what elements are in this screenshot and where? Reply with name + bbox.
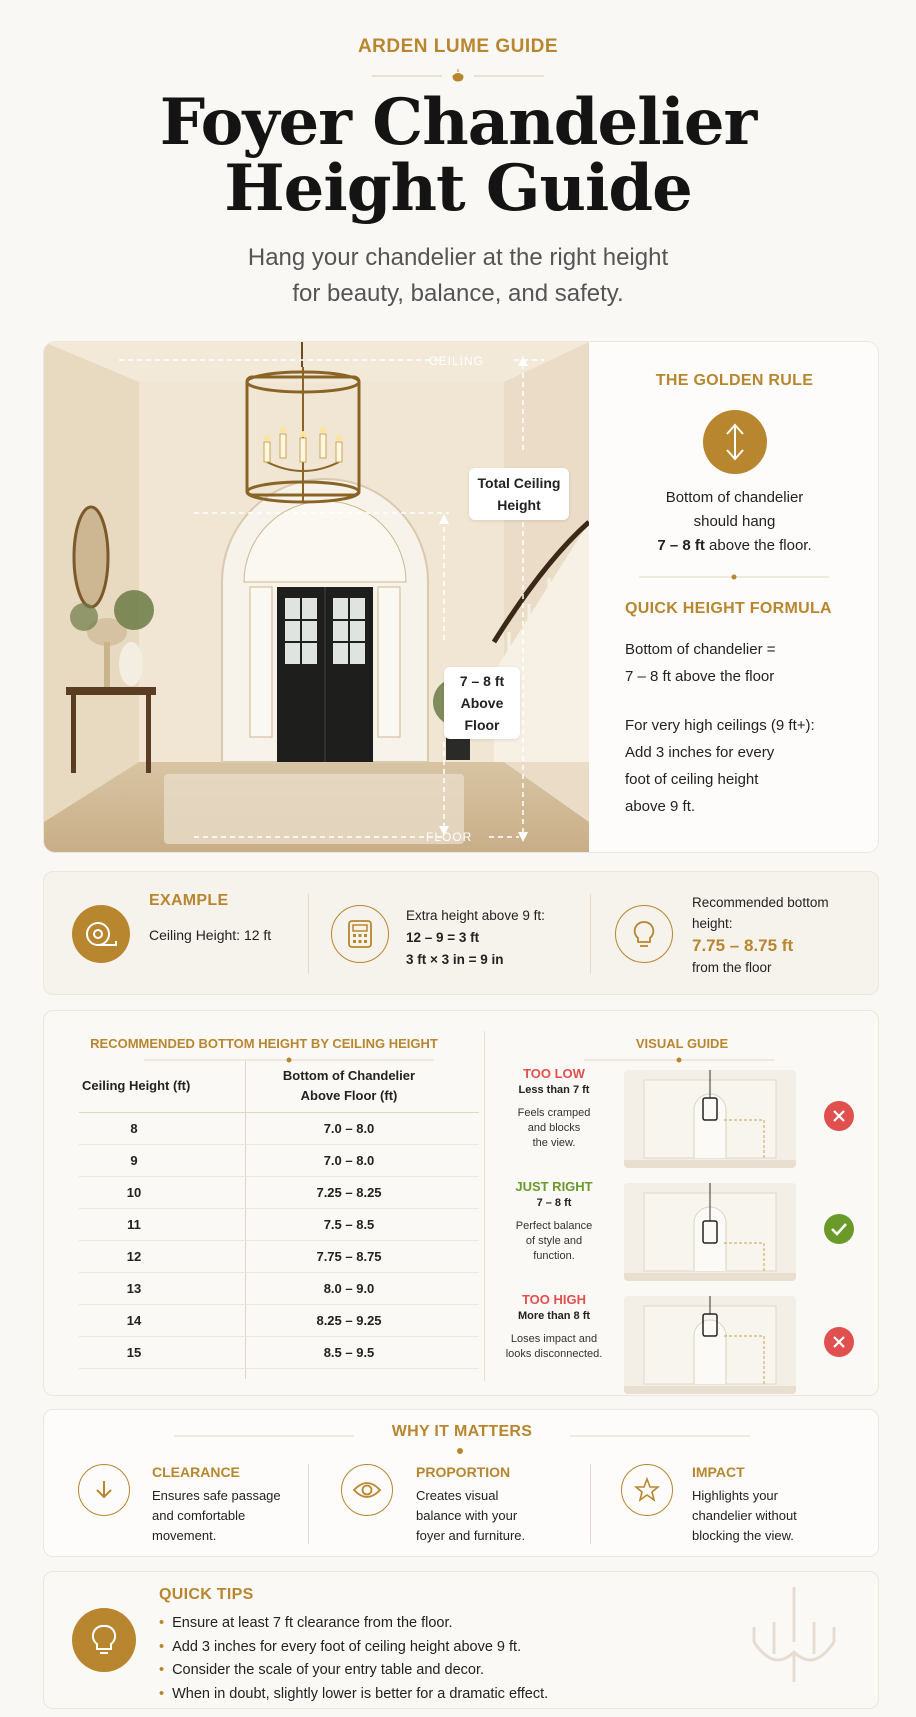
why-it-matters-card [43, 1409, 879, 1557]
cell-bottom-height: 7.0 – 8.0 [323, 1153, 375, 1168]
tips-heading: QUICK TIPS [159, 1586, 254, 1603]
cell-bottom-height: 7.75 – 8.75 [316, 1249, 382, 1264]
cell-ceiling-height: 9 [130, 1153, 138, 1168]
visual-guide-item [484, 1292, 880, 1398]
visual-guide-label: JUST RIGHT 7 – 8 ft Perfect balance of style and function. [515, 1179, 593, 1262]
why-desc-clearance: Ensures safe passage and comfortable movement. [152, 1488, 281, 1543]
visual-guide-label: TOO HIGH More than 8 ft Loses impact and looks disconnected. [505, 1292, 603, 1360]
brand-label: ARDEN LUME GUIDE [357, 36, 559, 57]
brand-divider [0, 68, 916, 82]
lightbulb-icon [72, 1608, 136, 1672]
table-row [79, 1241, 479, 1273]
table-row [79, 1177, 479, 1209]
visual-guide-label: TOO LOW Less than 7 ft Feels cramped and blocks the view. [517, 1066, 591, 1149]
example-ceiling: Ceiling Height: 12 ft [149, 927, 272, 943]
formula-text: Bottom of chandelier = 7 – 8 ft above the floor For very high ceilings (9 ft+): Add 3 inches for every foot of ceiling height above 9 ft. [625, 641, 815, 815]
cell-ceiling-height: 10 [126, 1185, 142, 1200]
star-icon [621, 1464, 673, 1516]
total-ceiling-callout: Total Ceiling Height [469, 468, 569, 520]
example-divider-2 [590, 894, 591, 974]
example-heading: EXAMPLE [149, 892, 229, 909]
tape-measure-icon [72, 905, 130, 963]
calculator-icon [331, 905, 389, 963]
cell-bottom-height: 7.25 – 8.25 [316, 1185, 382, 1200]
tip-item: • When in doubt, slightly lower is better for a dramatic effect. [159, 1683, 759, 1707]
above-floor-callout: 7 – 8 ft Above Floor [444, 667, 520, 739]
golden-rule-text: Bottom of chandelier should hang 7 – 8 ft above the floor. [657, 489, 812, 554]
lightbulb-icon [615, 905, 673, 963]
table-row [79, 1145, 479, 1177]
table-row [79, 1273, 479, 1305]
foyer-thumbnail [624, 1070, 796, 1168]
foyer-thumbnail [624, 1183, 796, 1281]
cell-ceiling-height: 11 [127, 1217, 141, 1232]
example-calc: Extra height above 9 ft: 12 – 9 = 3 ft 3 ft × 3 in = 9 in [406, 908, 545, 967]
page-title: Foyer Chandelier Height Guide [159, 85, 757, 226]
cell-ceiling-height: 14 [126, 1313, 142, 1328]
example-divider-1 [308, 894, 309, 974]
why-title-impact: IMPACT [692, 1464, 745, 1480]
golden-rule-panel [589, 342, 879, 853]
tips-list [159, 1612, 759, 1706]
col-header-ceiling: Ceiling Height (ft) [82, 1078, 191, 1093]
table-divider [144, 1056, 434, 1064]
panel-divider [639, 572, 829, 582]
hero-card [43, 341, 879, 853]
why-title-proportion: PROPORTION [416, 1464, 511, 1480]
example-card [43, 871, 879, 995]
visual-guide-item [484, 1066, 880, 1172]
cell-ceiling-height: 13 [126, 1281, 142, 1296]
golden-rule-heading: THE GOLDEN RULE [655, 372, 814, 389]
foyer-photo [44, 342, 589, 853]
example-recommended: Recommended bottom height: 7.75 – 8.75 ft from the floor [692, 895, 829, 975]
floor-label: FLOOR [426, 830, 473, 844]
table-row [79, 1337, 479, 1369]
visual-guide-divider [584, 1056, 774, 1064]
visual-guide-item [484, 1179, 880, 1285]
ceiling-label: CEILING [429, 354, 485, 368]
why-heading: WHY IT MATTERS [391, 1423, 533, 1440]
formula-heading: QUICK HEIGHT FORMULA [625, 600, 832, 617]
check-icon [824, 1214, 854, 1244]
why-dot [457, 1448, 463, 1454]
page-subtitle: Hang your chandelier at the right height for beauty, balance, and safety. [247, 244, 669, 307]
why-desc-proportion: Creates visual balance with your foyer and furniture. [416, 1488, 526, 1543]
why-desc-impact: Highlights your chandelier without blocking the view. [692, 1488, 797, 1543]
quick-tips-card [43, 1571, 879, 1709]
tip-item: • Consider the scale of your entry table and decor. [159, 1659, 759, 1683]
up-down-arrows-icon [703, 410, 767, 474]
x-icon [824, 1101, 854, 1131]
foyer-thumbnail [624, 1296, 796, 1394]
cell-bottom-height: 7.5 – 8.5 [323, 1217, 375, 1232]
x-icon [824, 1327, 854, 1357]
why-divider-1 [308, 1464, 309, 1544]
eye-icon [341, 1464, 393, 1516]
tip-item: • Add 3 inches for every foot of ceiling height above 9 ft. [159, 1636, 759, 1660]
why-divider-2 [590, 1464, 591, 1544]
cell-bottom-height: 8.25 – 9.25 [316, 1313, 382, 1328]
shield-arrow-icon [78, 1464, 130, 1516]
table-row [79, 1113, 479, 1145]
cell-bottom-height: 8.5 – 9.5 [323, 1345, 375, 1360]
height-table-section [43, 1010, 879, 1396]
why-title-clearance: CLEARANCE [152, 1464, 240, 1480]
col-header-bottom: Bottom of Chandelier Above Floor (ft) [282, 1068, 416, 1103]
table-heading: RECOMMENDED BOTTOM HEIGHT BY CEILING HEIGHT [90, 1036, 438, 1051]
cell-bottom-height: 8.0 – 9.0 [323, 1281, 375, 1296]
cell-bottom-height: 7.0 – 8.0 [323, 1121, 375, 1136]
cell-ceiling-height: 8 [130, 1121, 138, 1136]
table-row [79, 1209, 479, 1241]
tip-item: • Ensure at least 7 ft clearance from the floor. [159, 1612, 759, 1636]
table-row [79, 1305, 479, 1337]
cell-ceiling-height: 15 [126, 1345, 142, 1360]
chandelier-watermark [734, 1582, 854, 1702]
visual-guide-heading: VISUAL GUIDE [635, 1036, 729, 1051]
cell-ceiling-height: 12 [126, 1249, 142, 1264]
